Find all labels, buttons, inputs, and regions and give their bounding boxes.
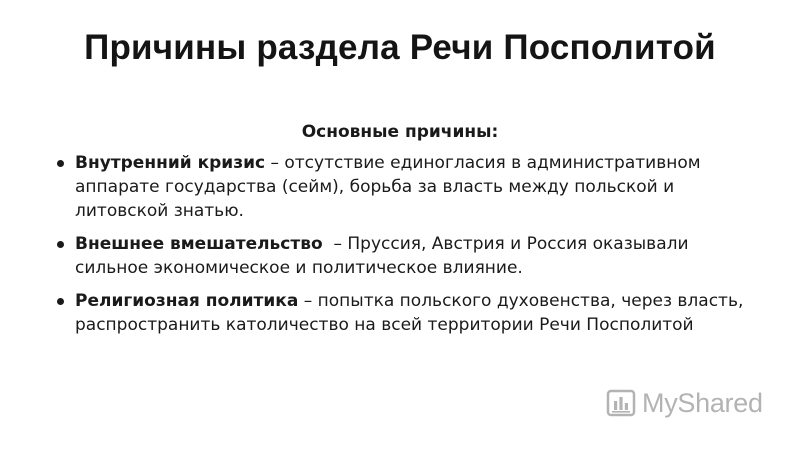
myshared-logo-icon [606,388,636,418]
bullet-item-external-interference [56,232,756,280]
bullet-text: – Пруссия, Австрия и Россия оказывали сильное экономическое и политическое влияние. [75,234,694,278]
bullet-dot-icon [57,241,64,248]
bullet-text: – попытка польского духовенства, через власть, распространить католичество на всей территории Речи Посполитой [75,291,749,335]
bullet-list [56,151,756,346]
bullet-dot-icon [57,298,64,305]
bullet-text: – отсутствие единогласия в административном аппарате государства (сейм), борьба за власть между польской и литовской знатью. [75,153,706,221]
bullet-term: Религиозная политика [75,291,299,311]
slide-subtitle: Основные причины: [301,122,499,142]
bullet-item-internal-crisis [56,151,756,223]
bullet-item-religious-policy [56,289,756,337]
watermark-text: MyShared [642,388,763,418]
bullet-term: Внутренний кризис [75,153,266,173]
bullet-term: Внешнее вмешательство [75,234,323,254]
bullet-dot-icon [57,160,64,167]
watermark [606,388,763,418]
slide-title: Причины раздела Речи Посполитой [84,28,716,67]
